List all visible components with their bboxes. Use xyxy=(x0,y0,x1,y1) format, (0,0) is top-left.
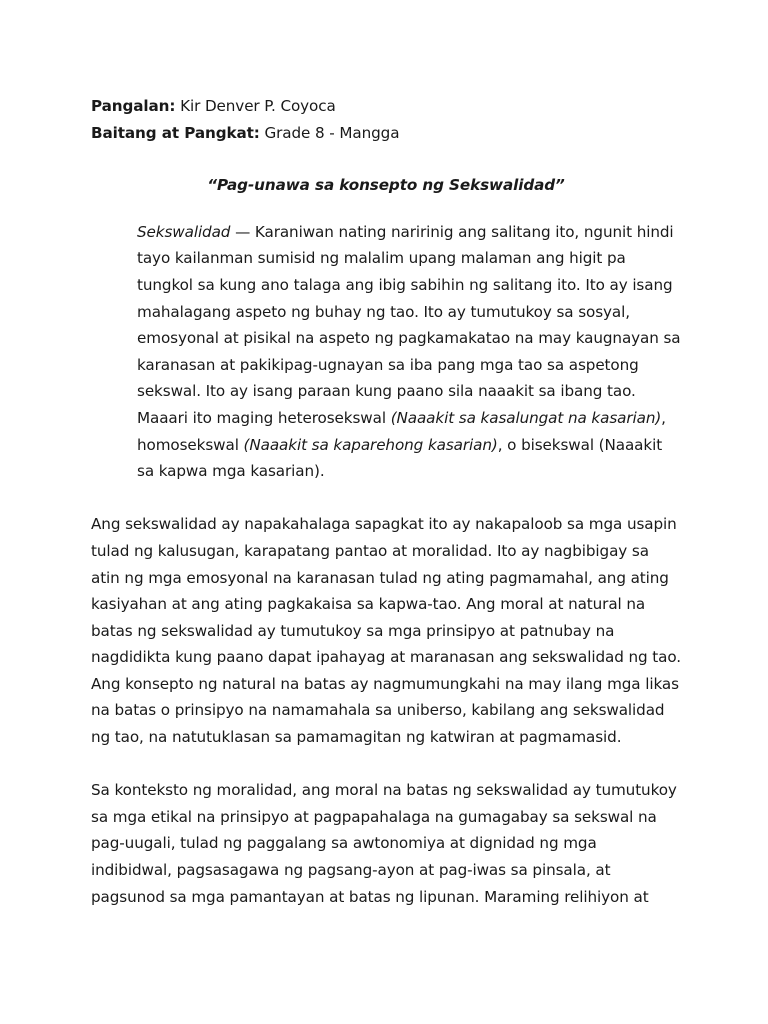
term-sekswalidad: Sekswalidad xyxy=(137,222,231,241)
paragraph-1 xyxy=(91,219,681,485)
essay-title: “Pag-unawa sa konsepto ng Sekswalidad” xyxy=(207,176,565,195)
definition-heterosexual: (Naaakit sa kasalungat na kasarian) xyxy=(390,408,662,427)
paragraph-3: Sa konteksto ng moralidad, ang moral na batas ng sekswalidad ay tumutukoy sa mga etikal na prinsipyo at pagpapahalaga na gumagabay sa sekswal na pag-uugali, tulad ng paggalang sa awtonomiya at dignidad ng mga indibidwal, pagsasagawa ng pagsang-ayon at pag-iwas sa pinsala, at pagsunod sa mga pamantayan at batas ng lipunan. Maraming relihiyon at xyxy=(91,781,677,906)
paragraph-1-text-a: — Karaniwan nating naririnig ang salitang ito, ngunit hindi tayo kailanman sumisid ng malalim upang malaman ang higit pa tungkol sa kung ano talaga ang ibig sabihin ng salitang ito. Ito ay isang mahalagang aspeto ng buhay ng tao. Ito ay tumutukoy sa sosyal, emosyonal at pisikal na aspeto ng pagkamakatao na may kaugnayan sa karanasan at pakikipag-ugnayan sa iba pang mga tao sa aspetong sekswal. Ito ay isang paraan kung paano sila naaakit sa ibang tao. Maaari ito maging heterosekswal xyxy=(137,222,681,427)
document-body xyxy=(91,93,681,937)
paragraph-1-text-c: , o bisekswal (Naaakit sa kapwa mga kasarian). xyxy=(137,435,663,481)
grade-section-line xyxy=(91,120,681,147)
name-value: Kir Denver P. Coyoca xyxy=(175,97,336,115)
grade-section-value: Grade 8 - Mangga xyxy=(259,123,400,142)
paragraph-1-text-b: , homosekswal xyxy=(137,408,666,454)
paragraph-2: Ang sekswalidad ay napakahalaga sapagkat ito ay nakapaloob sa mga usapin tulad ng kalusugan, karapatang pantao at moralidad. Ito ay nagbibigay sa atin ng mga emosyonal na karanasan tulad ng ating pagmamahal, ang ating kasiyahan at ang ating pagkakaisa sa kapwa-tao. Ang moral at natural na batas ng sekswalidad ay tumutukoy sa mga prinsipyo at patnubay na nagdidikta kung paano dapat ipahayag at maranasan ang sekswalidad ng tao. Ang konsepto ng natural na batas ay nagmumungkahi na may ilang mga likas na batas o prinsipyo na namamahala sa uniberso, kabilang ang sekswalidad ng tao, na natutuklasan sa pamamagitan ng katwiran at pagmamasid. xyxy=(91,515,681,747)
definition-homosexual: (Naaakit sa kaparehong kasarian) xyxy=(243,435,498,454)
grade-section-label: Baitang at Pangkat: xyxy=(91,123,260,142)
name-line xyxy=(91,93,681,120)
name-label: Pangalan: xyxy=(91,97,176,115)
